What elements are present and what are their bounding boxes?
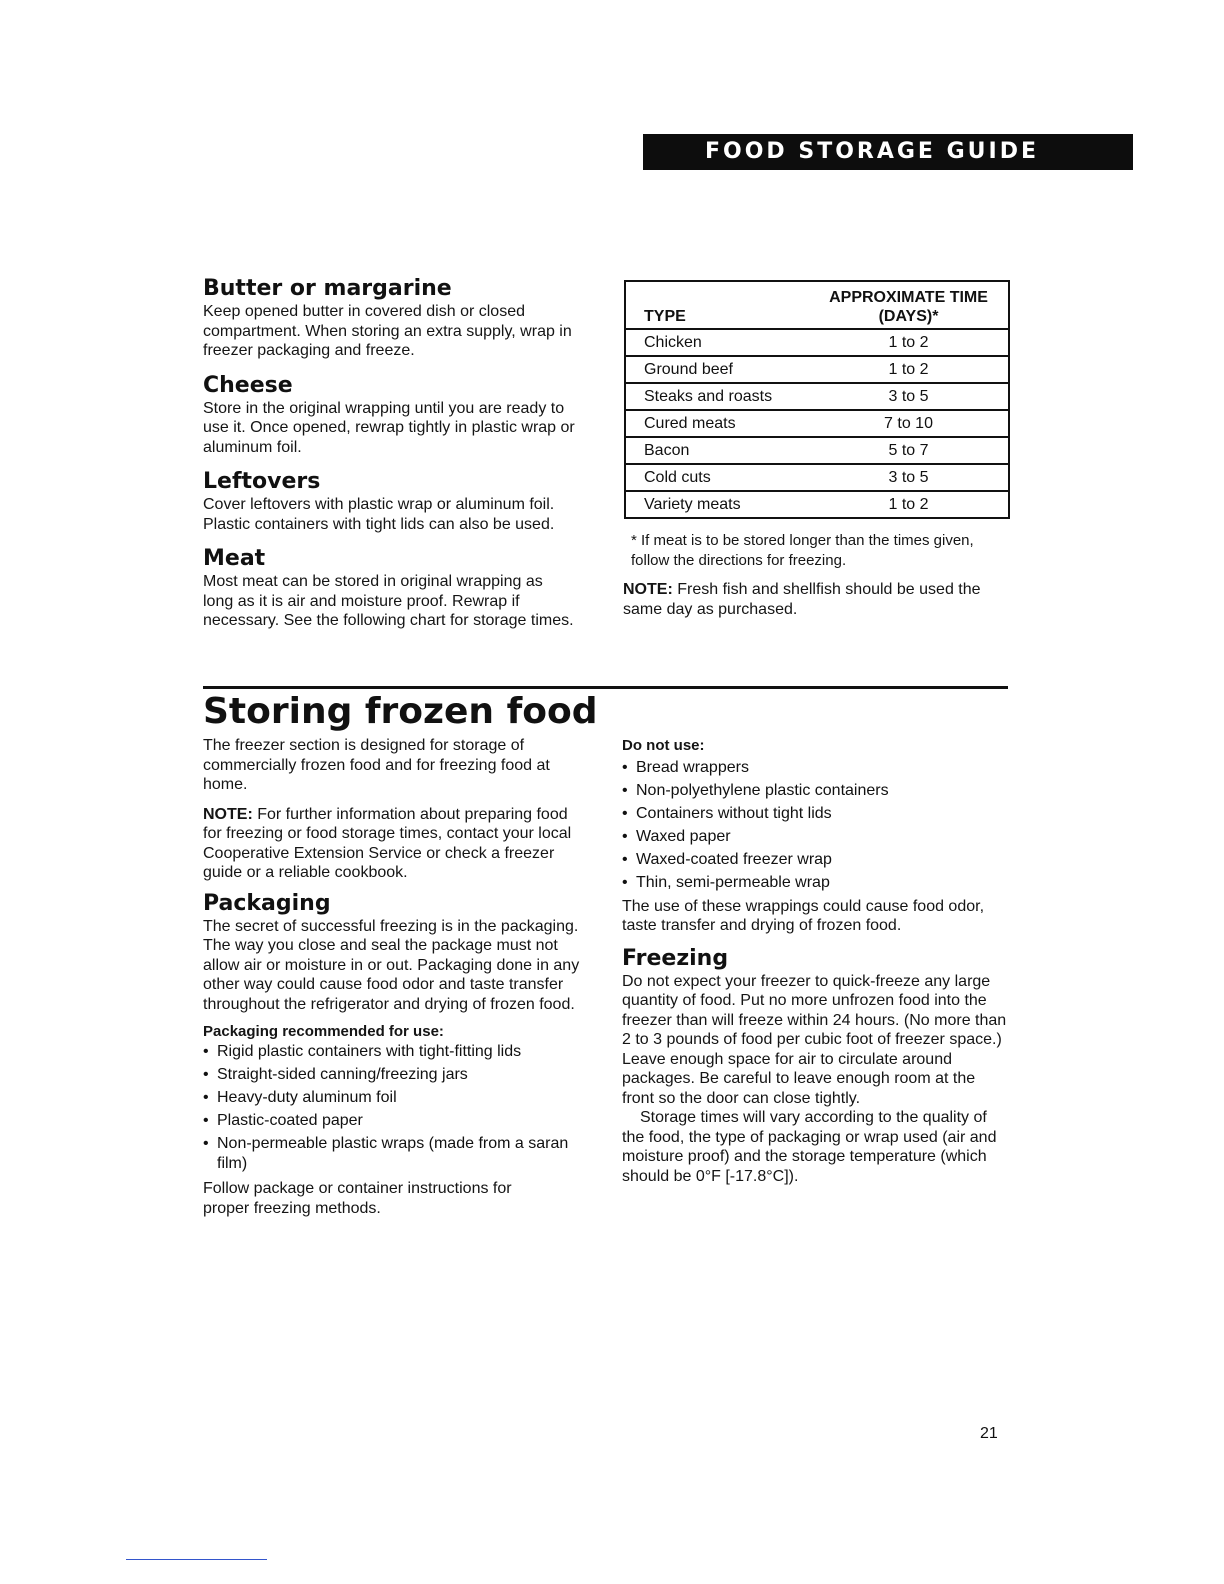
freezing-heading: Freezing [622,945,729,971]
storage-days: 3 to 5 [809,383,1009,410]
list-item: • Bread wrappers [622,758,1008,778]
list-item: • Waxed paper [622,827,1008,847]
refrigerator-column [203,276,591,631]
meat-type: Variety meats [625,491,809,518]
frozen-note-label: NOTE: [203,805,253,823]
table-row [625,410,1009,437]
storage-days: 5 to 7 [809,437,1009,464]
list-item: • Thin, semi-permeable wrap [622,873,1008,893]
leftovers-heading: Leftovers [203,469,321,494]
list-item: • Plastic-coated paper [203,1111,587,1131]
list-item: • Non-permeable plastic wraps (made from a saran film) [203,1134,587,1173]
list-item: • Non-polyethylene plastic containers [622,781,1008,801]
table-row [625,464,1009,491]
meat-type: Ground beef [625,356,809,383]
table-row [625,383,1009,410]
cheese-heading: Cheese [203,372,293,398]
fish-note-text: Fresh fish and shellfish should be used the same day as purchased. [623,581,981,618]
meat-storage-table [624,280,1010,519]
cheese-text: Store in the original wrapping until you are ready to use it. Once opened, rewrap tightly in plastic wrap or aluminum foil. [203,399,575,456]
storage-days: 7 to 10 [809,410,1009,437]
table-row [625,329,1009,356]
table-row [625,356,1009,383]
fish-note-label: NOTE: [623,581,673,598]
list-item: • Waxed-coated freezer wrap [622,850,1008,870]
frozen-note [203,805,587,883]
table-row [625,491,1009,518]
do-not-use-text: The use of these wrappings could cause food odor, taste transfer and drying of frozen food. [622,897,985,934]
meat-type: Chicken [625,329,809,356]
storage-days: 1 to 2 [809,329,1009,356]
leftovers-text: Cover leftovers with plastic wrap or aluminum foil. Plastic containers with tight lids can also be used. [203,496,555,533]
time-column-header [809,281,1009,329]
time-header-line2: (DAYS)* [878,308,939,325]
frozen-left-column [203,736,587,1218]
list-item: • Straight-sided canning/freezing jars [203,1065,587,1085]
table-footnote: * If meat is to be stored longer than the times given, follow the directions for freezing. [631,532,974,569]
packaging-follow-text: Follow package or container instructions for proper freezing methods. [203,1180,512,1217]
frozen-right-column [622,736,1008,1186]
storage-days: 3 to 5 [809,464,1009,491]
section-divider [203,686,1008,689]
frozen-note-text: For further information about preparing food for freezing or food storage times, contact your local Cooperative Extension Service or check a freezer guide or a reliable cookbook. [203,805,572,881]
meat-type: Cured meats [625,410,809,437]
section-banner: FOOD STORAGE GUIDE [643,134,1133,170]
time-header-line1: APPROXIMATE TIME [829,289,988,306]
packaging-text: The secret of successful freezing is in the packaging. The way you close and seal the package must not allow air or moisture in or out. Packaging done in any other way could cause food odor and taste transfer throughout the refrigerator and drying of frozen food. [203,917,580,1013]
table-notes [623,531,1003,619]
frozen-intro: The freezer section is designed for storage of commercially frozen food and for freezing food at home. [203,737,550,793]
table-header-row [625,281,1009,329]
page-title: Storing frozen food [203,691,598,732]
packaging-heading: Packaging [203,890,331,916]
storage-days: 1 to 2 [809,356,1009,383]
list-item: • Containers without tight lids [622,804,1008,824]
do-not-use-label: Do not use: [622,737,705,754]
footer-line [126,1559,267,1560]
table-row [625,437,1009,464]
list-item: • Rigid plastic containers with tight-fitting lids [203,1042,587,1062]
fish-note [623,580,1003,619]
meat-heading: Meat [203,546,266,571]
meat-type: Steaks and roasts [625,383,809,410]
storage-days: 1 to 2 [809,491,1009,518]
packaging-recommended-label: Packaging recommended for use: [203,1023,444,1040]
butter-text: Keep opened butter in covered dish or closed compartment. When storing an extra supply, wrap in freezer packaging and freeze. [203,303,572,359]
meat-type: Cold cuts [625,464,809,491]
do-not-use-list [622,758,1008,893]
meat-text: Most meat can be stored in original wrapping as long as it is air and moisture proof. Rewrap if necessary. See the following chart for storage times. [203,573,574,629]
butter-heading: Butter or margarine [203,276,452,301]
type-column-header: TYPE [625,281,809,329]
meat-type: Bacon [625,437,809,464]
page-number: 21 [980,1425,998,1442]
freezing-paragraph-1: Do not expect your freezer to quick-freeze any large quantity of food. Put no more unfrozen food into the freezer than will freeze within 24 hours. (No more than 2 to 3 pounds of food per cubic foot of freezer space.) Leave enough space for air to circulate around packages. Be careful to leave enough room at the front so the door can close tightly. [622,972,1007,1107]
list-item: • Heavy-duty aluminum foil [203,1088,587,1108]
freezing-paragraph-2: Storage times will vary according to the quality of the food, the type of packaging or wrap used (air and moisture proof) and the storage temperature (which should be 0°F [-17.8°C]). [622,1109,997,1185]
recommended-list [203,1042,587,1173]
